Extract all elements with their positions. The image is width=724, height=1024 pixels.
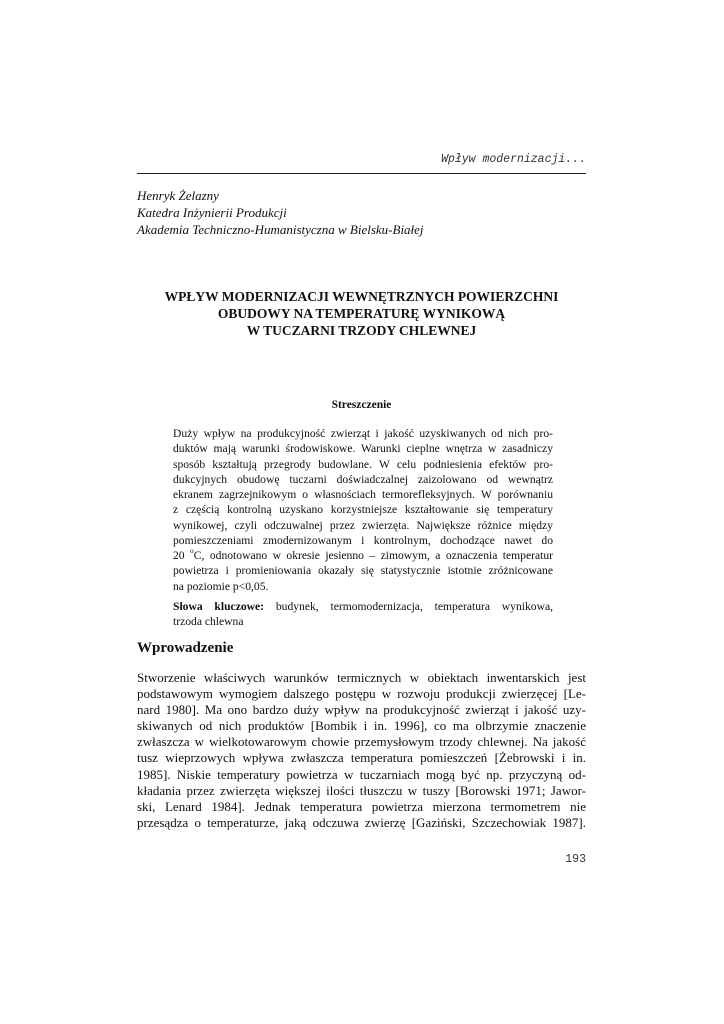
abstract-line: powietrza i promieniowania okazały się statystycznie istotnie zróżnicowane (173, 564, 553, 578)
abstract-heading: Streszczenie (331, 399, 392, 411)
title-line: WPŁYW MODERNIZACJI WEWNĘTRZNYCH POWIERZCHNI (164, 289, 559, 304)
header-rule (137, 173, 586, 174)
title-line: OBUDOWY NA TEMPERATURĘ WYNIKOWĄ (217, 306, 506, 321)
article-title (137, 288, 586, 339)
author-department: Katedra Inżynierii Produkcji (137, 205, 287, 220)
body-line: tusz wieprzowych wpływa zwłaszcza temperatura pomieszczeń [Żebrowski i in. (137, 750, 586, 766)
abstract-line: wynikowej, czyli odczuwalnej przez zwierzęta. Największe różnice między (173, 518, 553, 532)
body-line: 1985]. Niskie temperatury powietrza w tuczarniach mogą być np. przyczyną od- (137, 766, 586, 782)
abstract-line: na poziomie p<0,05. (173, 579, 269, 593)
temperature-unit: C, (193, 549, 205, 562)
keywords-line: trzoda chlewna (173, 615, 244, 628)
author-name: Henryk Żelazny (137, 188, 219, 203)
body-paragraph (137, 670, 586, 831)
temperature-value: 20 (173, 549, 185, 562)
body-line: podstawowym wymogiem dalszego postępu w rozwoju produkcji zwierzęcej [Le- (137, 686, 586, 702)
abstract-line-rest: odnotowano w okresie jesienno – zimowym, a oznaczenia temperatur (209, 549, 554, 562)
body-line: nard 1980]. Ma ono bardzo duży wpływ na produkcyjność zwierząt i jakość uzy- (137, 702, 586, 718)
abstract-line: pomieszczeniami zmodernizowanym i kontrolnym, dochodzące nawet do (173, 533, 553, 547)
body-line: kładania przez zwierzęta większej ilości tłuszczu w tuszy [Borowski 1971; Jawor- (137, 782, 586, 798)
abstract-line: duktów mają warunki środowiskowe. Warunki cieplne wnętrza w zasadniczy (173, 442, 553, 456)
section-heading: Wprowadzenie (137, 640, 234, 656)
abstract-line: sposób kształtują przegrody budowlane. W celu podniesienia efektów pro- (173, 457, 553, 471)
author-institution: Akademia Techniczno-Humanistyczna w Bielsku-Białej (137, 222, 424, 237)
abstract-line: z częścią kontrolną uzyskano korzystniejsze kształtowanie się temperatury (173, 503, 553, 517)
author-block (137, 187, 586, 238)
degree-sign: o (190, 546, 194, 556)
abstract-text (173, 426, 553, 594)
abstract-line: dukcyjnych obudowę tuczarni doświadczalnej zaizolowano od wewnątrz (173, 472, 553, 486)
body-line: ski, Lenard 1984]. Jednak temperatura powietrza mierzona termometrem nie (137, 798, 586, 814)
running-head: Wpływ modernizacji... (441, 153, 586, 166)
body-line: przesądza o temperaturze, jaką odczuwa zwierzę [Gaziński, Szczechowiak 1987]. (137, 814, 586, 830)
abstract-line: ekranem zagrzejnikowym o własnościach termorefleksyjnych. W porównaniu (173, 488, 553, 501)
abstract-line-temperature (173, 548, 553, 563)
body-line: zwłaszcza w wielkotowarowym chowie przemysłowym trzody chlewnej. Na jakość (137, 734, 586, 750)
abstract-line: Duży wpływ na produkcyjność zwierząt i jakość uzyskiwanych od nich pro- (173, 427, 553, 440)
keywords (173, 599, 553, 629)
keywords-label: Słowa kluczowe: (173, 600, 265, 613)
keywords-line (173, 599, 553, 614)
keywords-values: budynek, termomodernizacja, temperatura wynikowa, (275, 600, 554, 613)
body-line: Stworzenie właściwych warunków termicznych w obiektach inwentarskich jest (137, 670, 586, 685)
body-line: skiwanych od nich produktów [Bombik i in. 1996], co ma olbrzymie znaczenie (137, 718, 586, 734)
title-line: W TUCZARNI TRZODY CHLEWNEJ (246, 323, 477, 338)
page-number: 193 (565, 853, 586, 866)
